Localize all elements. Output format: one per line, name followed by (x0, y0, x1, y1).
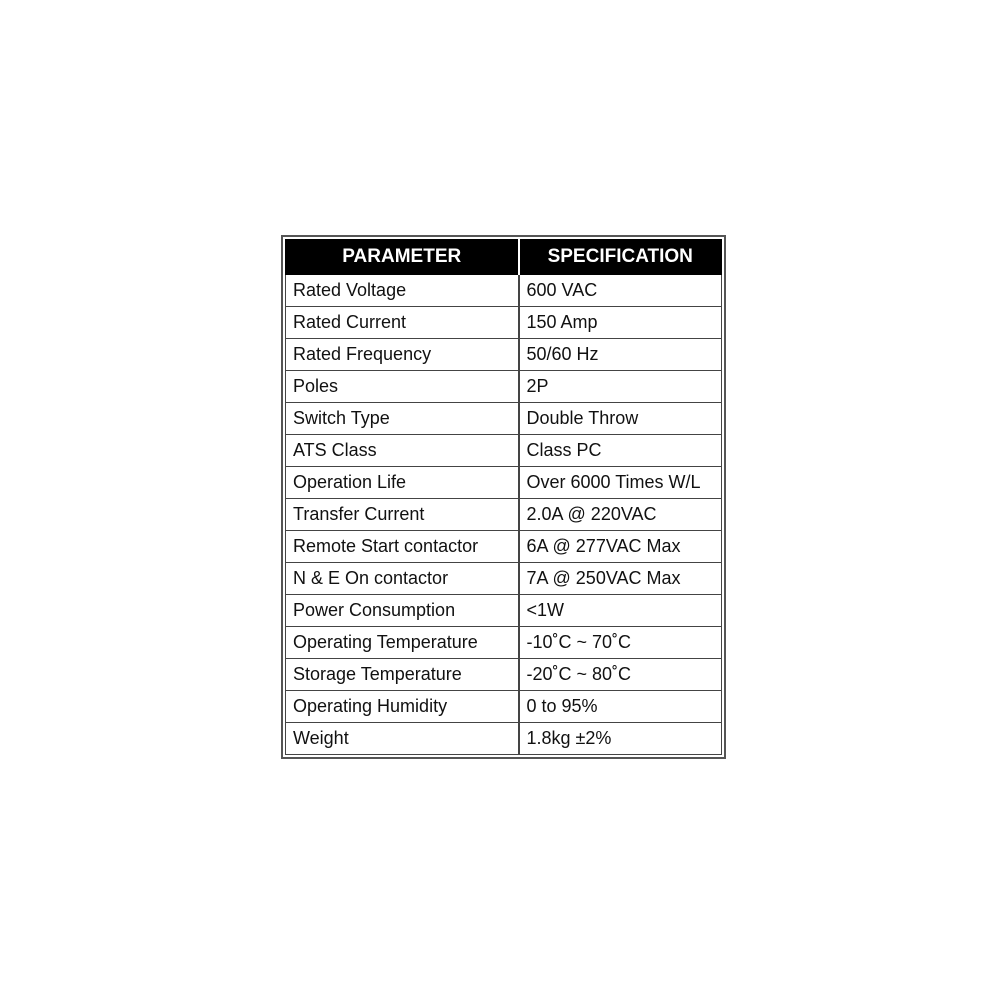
specification-cell: Class PC (519, 435, 722, 467)
table-row (286, 275, 722, 307)
table-row (286, 339, 722, 371)
table-row (286, 531, 722, 563)
table-row (286, 627, 722, 659)
specification-cell: -10˚C ~ 70˚C (519, 627, 722, 659)
specification-cell: 6A @ 277VAC Max (519, 531, 722, 563)
specification-cell: 7A @ 250VAC Max (519, 563, 722, 595)
parameter-cell: Rated Frequency (286, 339, 519, 371)
spec-table-frame (281, 235, 726, 759)
parameter-cell: Switch Type (286, 403, 519, 435)
parameter-cell: Weight (286, 723, 519, 755)
table-row (286, 691, 722, 723)
specification-cell: 2.0A @ 220VAC (519, 499, 722, 531)
parameter-cell: Operating Temperature (286, 627, 519, 659)
header-specification: SPECIFICATION (519, 240, 722, 275)
specification-cell: 1.8kg ±2% (519, 723, 722, 755)
parameter-cell: Rated Voltage (286, 275, 519, 307)
table-row (286, 403, 722, 435)
spec-table (285, 239, 722, 755)
specification-cell: 600 VAC (519, 275, 722, 307)
spec-table-body (286, 275, 722, 755)
specification-cell: 0 to 95% (519, 691, 722, 723)
parameter-cell: ATS Class (286, 435, 519, 467)
table-row (286, 723, 722, 755)
parameter-cell: Operation Life (286, 467, 519, 499)
table-row (286, 659, 722, 691)
table-row (286, 467, 722, 499)
specification-cell: <1W (519, 595, 722, 627)
table-row (286, 371, 722, 403)
parameter-cell: Transfer Current (286, 499, 519, 531)
table-row (286, 595, 722, 627)
parameter-cell: Power Consumption (286, 595, 519, 627)
parameter-cell: Remote Start contactor (286, 531, 519, 563)
header-row (286, 240, 722, 275)
parameter-cell: Rated Current (286, 307, 519, 339)
table-row (286, 563, 722, 595)
specification-cell: 150 Amp (519, 307, 722, 339)
header-parameter: PARAMETER (286, 240, 519, 275)
table-row (286, 435, 722, 467)
table-row (286, 307, 722, 339)
specification-cell: -20˚C ~ 80˚C (519, 659, 722, 691)
specification-cell: 2P (519, 371, 722, 403)
specification-cell: Double Throw (519, 403, 722, 435)
parameter-cell: Poles (286, 371, 519, 403)
specification-cell: Over 6000 Times W/L (519, 467, 722, 499)
parameter-cell: Storage Temperature (286, 659, 519, 691)
parameter-cell: N & E On contactor (286, 563, 519, 595)
spec-table-header (286, 240, 722, 275)
parameter-cell: Operating Humidity (286, 691, 519, 723)
table-row (286, 499, 722, 531)
specification-cell: 50/60 Hz (519, 339, 722, 371)
